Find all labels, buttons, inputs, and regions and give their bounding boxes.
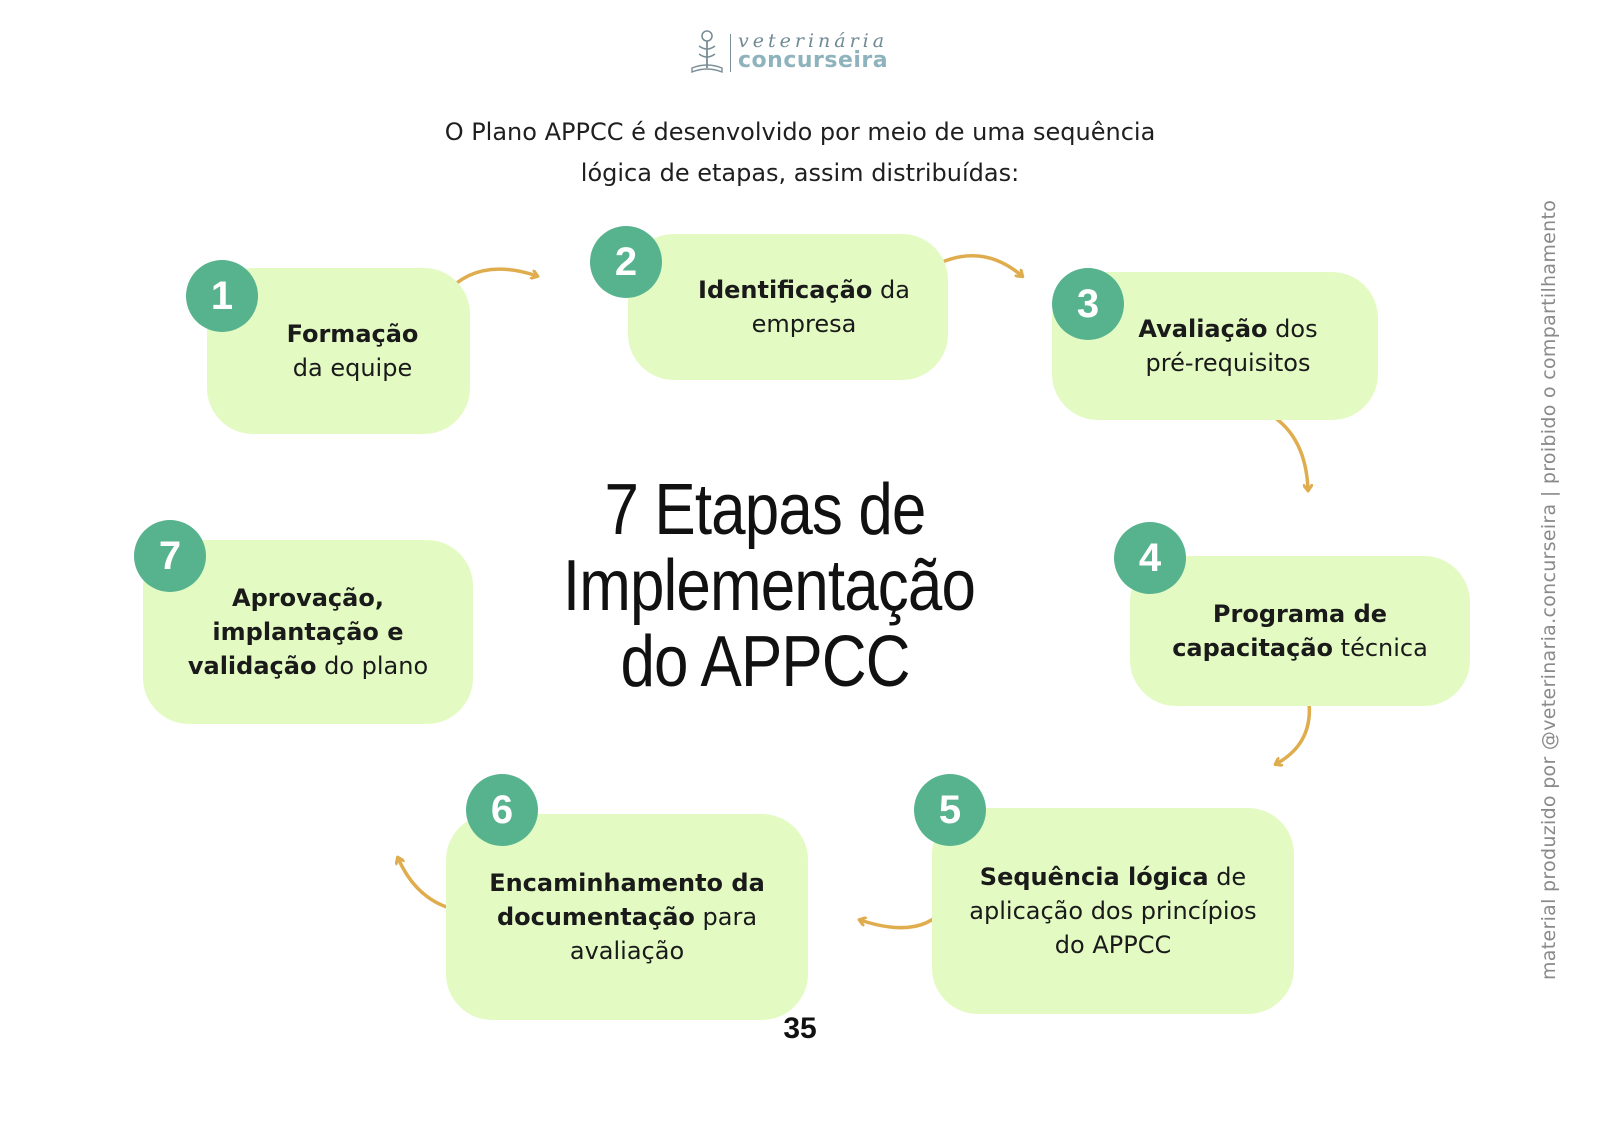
intro-line-1: O Plano APPCC é desenvolvido por meio de uma sequência bbox=[444, 118, 1156, 146]
step-3-badge: 3 bbox=[1052, 268, 1124, 340]
title-line-2: Implementação bbox=[562, 546, 976, 626]
step-1-text: da equipe bbox=[292, 354, 413, 382]
copyright-note: material produzido por @veterinaria.concurseira | proibido o compartilhamento bbox=[1538, 199, 1560, 980]
page-number: 35 bbox=[783, 1012, 817, 1045]
title-line-1: 7 Etapas de bbox=[604, 470, 926, 550]
step-7-badge: 7 bbox=[134, 520, 206, 592]
step-7-text: do plano bbox=[324, 652, 429, 680]
step-2-badge: 2 bbox=[590, 226, 662, 298]
step-3-bold: Avaliação bbox=[1138, 315, 1268, 343]
arrow-3-to-4 bbox=[1266, 412, 1308, 490]
step-3-text: dos pré-requisitos bbox=[1145, 315, 1318, 377]
step-2-bold: Identificação bbox=[698, 276, 873, 304]
step-6-badge: 6 bbox=[466, 774, 538, 846]
step-5-box bbox=[932, 808, 1294, 1014]
logo-text-veterinaria: veterinária bbox=[738, 30, 889, 52]
step-5-badge: 5 bbox=[914, 774, 986, 846]
title-line-3: do APPCC bbox=[620, 622, 910, 702]
step-1-badge: 1 bbox=[186, 260, 258, 332]
step-7-bold: Aprovação, implantação e validação bbox=[187, 584, 404, 680]
step-6-bold: Encaminhamento da documentação bbox=[489, 869, 765, 931]
step-5-bold: Sequência lógica bbox=[979, 863, 1209, 891]
step-5-text: de aplicação dos princípios do APPCC bbox=[969, 863, 1257, 959]
step-4-box bbox=[1130, 556, 1470, 706]
step-2-box bbox=[628, 234, 948, 380]
step-4-badge: 4 bbox=[1114, 522, 1186, 594]
intro-line-2: lógica de etapas, assim distribuídas: bbox=[580, 159, 1020, 187]
step-4-bold: Programa de capacitação bbox=[1172, 600, 1388, 662]
center-title bbox=[562, 470, 976, 702]
logo-text-concurseira: concurseira bbox=[738, 48, 889, 73]
step-4-text: técnica bbox=[1340, 634, 1428, 662]
step-1-bold: Formação bbox=[286, 320, 419, 348]
step-2-text: da empresa bbox=[751, 276, 910, 338]
step-6-text: para avaliação bbox=[569, 903, 758, 965]
